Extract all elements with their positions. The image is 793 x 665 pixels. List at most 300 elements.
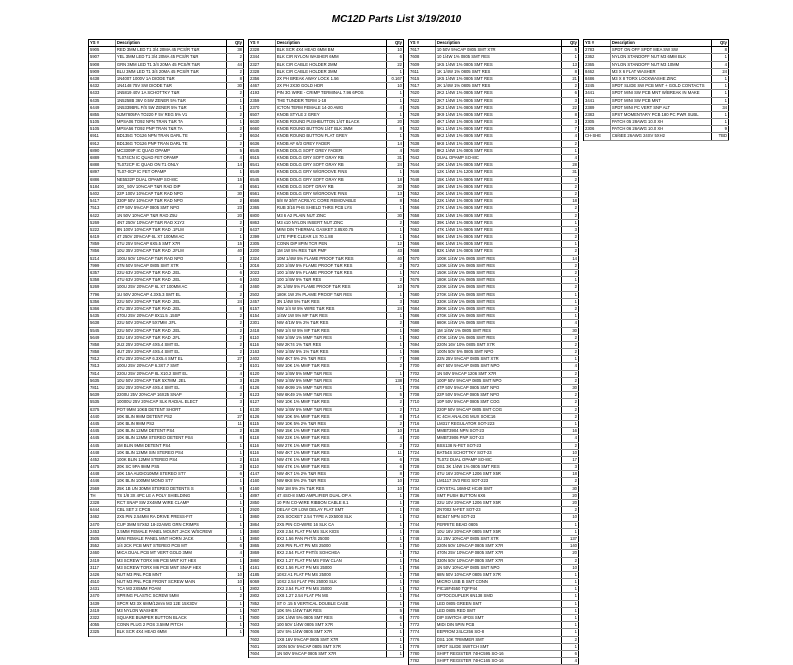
table-row	[89, 342, 244, 349]
part-description: TCA M3 2X5MM FOAM	[115, 586, 226, 592]
part-number: 7764	[410, 593, 420, 599]
part-description: 1/4 2CK PCB MNT STEREO PCB MT	[115, 543, 226, 549]
part-number: 6545	[250, 176, 260, 182]
part-number: 2431	[90, 586, 100, 592]
table-row	[89, 363, 244, 370]
part-number: 7625	[410, 104, 420, 110]
table-row	[249, 486, 404, 493]
part-number: 2328	[250, 68, 260, 74]
part-description: 1K 1/4W 1% 0805 SMT RES	[435, 69, 561, 75]
part-description: 47P 50V 5%CAP 0805 SMT NPO	[115, 205, 226, 211]
table-row	[89, 572, 244, 579]
part-description: LM1117 3V3 REG SOT-223	[435, 478, 561, 484]
table-row	[249, 213, 404, 220]
part-number: 4475	[90, 464, 100, 470]
table-row	[409, 213, 579, 220]
part-description: ST 0 .15 5 VERTICAL DOUBLE CASE	[275, 601, 386, 607]
part-number: 7776	[410, 636, 420, 642]
table-row	[89, 507, 244, 514]
part-description: NW 4K99 1% MMF T&R RES	[275, 385, 386, 391]
part-number: 7740	[410, 507, 420, 513]
part-number: 2328	[250, 47, 260, 53]
part-quantity: 2	[226, 457, 244, 463]
part-number: 4440	[90, 413, 100, 419]
table-row	[249, 601, 404, 608]
part-description: 1X8 1.27 2.54 FLAT PN MS	[275, 593, 386, 599]
part-number: 7814	[90, 370, 100, 376]
part-number: 6110	[250, 464, 260, 470]
part-number: 4161	[250, 564, 260, 570]
part-description: DELAY CR LOW DELAY FLAT SMT	[275, 507, 386, 513]
part-description: 2N7002 N-FET SOT-23	[435, 507, 561, 513]
part-quantity: 1	[561, 292, 579, 298]
table-row	[249, 593, 404, 600]
part-description: M3 x10 NYLON INSERT NUT ZINC	[275, 220, 386, 226]
part-quantity: 34	[711, 105, 729, 111]
part-description: 22U 50V 20%CAP T&R RAD .2EL	[115, 299, 226, 305]
table-row	[89, 177, 244, 184]
table-row	[89, 299, 244, 306]
part-description: NW 6K49 1% MMF T&R RES	[275, 392, 386, 398]
part-quantity: 0.167	[386, 76, 404, 82]
part-number: 4897	[250, 492, 260, 498]
table-row	[584, 90, 729, 97]
table-row	[249, 119, 404, 126]
part-number: 7772	[410, 622, 420, 628]
part-quantity: 1	[226, 629, 244, 635]
part-description: YEL 3MM LED T1 3/4 20MA 45 PCS/R T&R	[115, 54, 226, 60]
part-number: 2306	[585, 126, 595, 132]
part-description: 10K BLIN 9MM PS2	[115, 421, 226, 427]
part-quantity: 1	[386, 335, 404, 341]
table-row	[249, 320, 404, 327]
part-description: TL074CN IC QUAD FET OPAMP	[115, 155, 226, 161]
part-number: 7664	[410, 234, 420, 240]
part-number: 7694	[410, 341, 420, 347]
part-description: NW 10K 5% MMF T&R RES	[275, 414, 386, 420]
part-description: SPDT SLIDE SW PCB MNT + GOLD CONTACTS	[610, 83, 711, 89]
part-quantity: 12	[386, 241, 404, 247]
part-quantity: 1	[561, 522, 579, 528]
part-quantity: 3	[561, 464, 579, 470]
part-description: NW 6K8 5% 2% T&R RES	[275, 478, 386, 484]
part-quantity: 2	[561, 342, 579, 348]
part-description: 180K 1W 2% PLAME PROOF T&R RES	[275, 292, 386, 298]
part-quantity: 40	[386, 256, 404, 262]
part-description: 330N 50V 10%CAP 0805 SMT X7R	[435, 558, 561, 564]
table-row	[249, 54, 404, 61]
part-description: 47U 25V 5%CAP 6X5.5 SMT X7R	[115, 241, 226, 247]
part-quantity: 1	[561, 220, 579, 226]
part-description: M3 X 6 FLAT WASHER	[610, 69, 711, 75]
part-description: 10K 15A AUDIO10MM STEREO ST7	[115, 471, 226, 477]
part-number: 7813	[90, 363, 100, 369]
part-description: 22P 100V 10%CAP T&R RAD NPO	[115, 191, 226, 197]
table-row	[89, 54, 244, 61]
part-quantity: 1	[226, 450, 244, 456]
part-quantity: 30	[561, 328, 579, 334]
table-row	[249, 565, 404, 572]
part-description: BLK CIR CABLE HOLDER 3MM	[275, 69, 386, 75]
part-quantity: 2	[561, 507, 579, 513]
part-number: 2344	[250, 54, 260, 60]
part-description: 100P 50V 5%CAP 0805 SMT NPO	[435, 378, 561, 384]
table-row	[89, 90, 244, 97]
table-row	[249, 651, 404, 658]
part-description: 270K 1/4W 1% 0805 SMT RES	[435, 292, 561, 298]
part-description: 10U 25V 20%CAP 4X5.4 SMT EL	[115, 385, 226, 391]
part-description: 22U 10V 20%CAP 1206 SMT X5R	[435, 500, 561, 506]
part-number-header: YS #	[410, 40, 420, 45]
part-quantity: 2	[386, 277, 404, 283]
part-quantity: 2	[226, 256, 244, 262]
part-description: M3 SCREW TORX M6 PCB MNT KIT HEX	[115, 558, 226, 564]
part-description: 4U7 25V 20%CAP 4X5.4 SMT EL	[115, 349, 226, 355]
table-row	[409, 83, 579, 90]
table-row	[409, 421, 579, 428]
table-row	[249, 349, 404, 356]
table-row	[249, 98, 404, 105]
part-description: 10 PIN CO-WIRE RIBBON CABLE 8.1	[275, 500, 386, 506]
part-quantity: 1	[386, 313, 404, 319]
table-row	[249, 522, 404, 529]
part-quantity: 8	[561, 69, 579, 75]
table-row	[89, 471, 244, 478]
table-row	[89, 220, 244, 227]
part-number: 7608	[410, 54, 420, 60]
table-row	[409, 256, 579, 263]
part-number: 6138	[250, 428, 260, 434]
part-quantity: 2	[226, 220, 244, 226]
part-description: CONN PLUG 2 POS 3.5MM PITCH	[115, 622, 226, 628]
part-description: NUT M3 PNL PCB MNT	[115, 572, 226, 578]
part-number: 7736	[410, 492, 420, 498]
part-quantity: 2	[561, 392, 579, 398]
table-row	[89, 543, 244, 550]
part-quantity: 2	[226, 198, 244, 204]
part-number: 7620	[410, 90, 420, 96]
part-number: 7609	[410, 61, 420, 67]
part-number: 5366	[90, 305, 100, 311]
part-description: BSS138 N-FET SOT-23	[435, 443, 561, 449]
part-number: 7635	[410, 133, 420, 139]
part-description: KNOB AF 6/3 GREY FADER	[275, 141, 386, 147]
part-number: 7732	[410, 478, 420, 484]
table-row	[409, 363, 579, 370]
part-number: 7700	[410, 363, 420, 369]
table-row	[249, 392, 404, 399]
part-description: 47N 50V 5%CAP 0805 SMT X7R	[115, 263, 226, 269]
table-row	[409, 263, 579, 270]
part-quantity: 1	[386, 112, 404, 118]
part-description: NW 1/4W 5% 1% T&R RES	[275, 349, 386, 355]
table-header	[584, 40, 729, 47]
part-description: 100N 50V 5% 0805 SMT NPO	[435, 349, 561, 355]
part-description: 8X2 2.54 FLAT PHT/S SOHCHEA	[275, 550, 386, 556]
part-description: 1N5339BRL F/S 5W ZENER 5% T&R	[115, 105, 226, 111]
part-description: CBL SET 2 CPCB	[115, 507, 226, 513]
part-number: 7716	[410, 420, 420, 426]
part-number: 6888	[90, 162, 100, 168]
part-quantity: 30	[386, 184, 404, 190]
table-row	[249, 572, 404, 579]
part-number: 6116	[250, 449, 260, 455]
part-quantity: 5	[226, 148, 244, 154]
part-number: 2426	[90, 571, 100, 577]
part-description: CONN DIP 8PIN TCR PEN	[275, 241, 386, 247]
part-quantity: 2	[226, 428, 244, 434]
part-quantity: 4	[226, 550, 244, 556]
part-description: KNOB DOLG GRY SOFT GRAY RB	[275, 177, 386, 183]
part-description: MINI DIN THERMAL GASKET 3.85X0.75	[275, 227, 386, 233]
part-description: NW 1/4 W 5% MF T&R RES	[275, 328, 386, 334]
part-description: 2200U 25V 20%CAP 16X25 SNAP	[115, 392, 226, 398]
table-row	[89, 270, 244, 277]
part-number: 7652	[410, 190, 420, 196]
table-row	[249, 155, 404, 162]
part-quantity: 2	[386, 320, 404, 326]
part-number: 2419	[90, 557, 100, 563]
part-description: PIC18F4550 TQFP44	[435, 586, 561, 592]
part-description: 22U 63V 20%CAP T&R RAD .2EL	[115, 270, 226, 276]
part-number: 2016	[250, 262, 260, 268]
part-quantity: 8	[386, 414, 404, 420]
part-quantity: 1	[226, 558, 244, 564]
table-row	[249, 191, 404, 198]
part-quantity: 2	[226, 69, 244, 75]
part-description: EEPROM 24LC256 SO-8	[435, 629, 561, 635]
part-number: 2802	[250, 586, 260, 592]
part-quantity: 2	[561, 184, 579, 190]
table-row	[249, 493, 404, 500]
part-quantity: 2	[226, 392, 244, 398]
table-row	[89, 126, 244, 133]
part-description: KNOB ROUND BUTTON 1/4T BLK 3MM	[275, 126, 386, 132]
table-row	[409, 464, 579, 471]
part-quantity: 1	[226, 565, 244, 571]
part-description: 330P 50V 10%CAP T&R RAD NPO	[115, 198, 226, 204]
part-description: NW 1/4W 1% MMF T&R RES	[275, 335, 386, 341]
part-number: 7859	[90, 241, 100, 247]
part-quantity: 8	[386, 126, 404, 132]
table-row	[89, 608, 244, 615]
part-description: 150K 1/4W 1% 0805 SMT RES	[435, 270, 561, 276]
part-number: 7754	[410, 557, 420, 563]
part-number: 5417	[90, 198, 100, 204]
part-quantity: 1	[386, 349, 404, 355]
table-row	[89, 558, 244, 565]
part-number: 6435	[90, 97, 100, 103]
part-quantity: 11	[226, 421, 244, 427]
part-quantity: 2	[561, 234, 579, 240]
part-description: 10K BLIN 12MM STEREO DETENT PS4	[115, 435, 226, 441]
part-quantity: 6	[386, 457, 404, 463]
table-header	[409, 40, 579, 47]
part-quantity: 38	[226, 47, 244, 53]
part-description: 82K 1/4W 1% 0805 SMT RES	[435, 248, 561, 254]
part-quantity: 1	[386, 507, 404, 513]
part-description: 27K 1/4W 1% 0805 SMT RES	[435, 205, 561, 211]
part-quantity: 10	[386, 284, 404, 290]
table-row	[249, 227, 404, 234]
part-quantity: 1	[561, 241, 579, 247]
table-row	[409, 543, 579, 550]
table-row	[89, 378, 244, 385]
part-description: 8K2 1/4W 1% 0805 SMT RES	[435, 148, 561, 154]
part-number: 2359	[250, 97, 260, 103]
part-number: 7604	[250, 650, 260, 656]
part-number: 5639	[90, 392, 100, 398]
table-row	[89, 443, 244, 450]
part-quantity: 6	[386, 615, 404, 621]
table-row	[89, 306, 244, 313]
part-number: 5402	[90, 190, 100, 196]
part-quantity: 30	[386, 213, 404, 219]
part-description: 2K 1/4W 5% FLAME PROOF T&R RES	[275, 284, 386, 290]
part-quantity: 2	[386, 407, 404, 413]
description-header: Description	[275, 40, 386, 46]
part-quantity: 4	[386, 435, 404, 441]
table-row	[409, 622, 579, 629]
table-row	[249, 435, 404, 442]
part-number: 7702	[410, 370, 420, 376]
part-number-header: YS #	[585, 40, 595, 45]
table-row	[409, 414, 579, 421]
part-description: MPSA56 TO92 PNP TRAN T&R TA	[115, 126, 226, 132]
table-row	[249, 543, 404, 550]
part-description: 100U 25V 20%CAP 6L X7 100MM AC	[115, 284, 226, 290]
description-header: Description	[435, 40, 561, 46]
table-row	[89, 69, 244, 76]
part-description: NW 4K7 1% MMF T&R RES	[275, 450, 386, 456]
part-quantity: 22	[561, 105, 579, 111]
part-number: 7658	[410, 212, 420, 218]
table-row	[249, 644, 404, 651]
part-quantity: 1	[226, 443, 244, 449]
part-quantity: 8	[711, 47, 729, 53]
part-description: 8X2 1.27 FLAT PN MS FSW CLAN	[275, 558, 386, 564]
table-row	[89, 457, 244, 464]
part-number: 4147	[250, 471, 260, 477]
part-number: 5356	[90, 298, 100, 304]
part-quantity: 1	[386, 543, 404, 549]
part-number: 5907	[90, 54, 100, 60]
part-quantity: 2	[226, 54, 244, 60]
part-number: 7766	[410, 600, 420, 606]
part-description: 1M 1W 5% RES T&R PMF	[275, 248, 386, 254]
part-description: C6/6EE 26AWG 24SV 5XH2	[610, 133, 711, 139]
part-number: 6800	[250, 212, 260, 218]
part-number: 6432	[90, 83, 100, 89]
part-number: 7744	[410, 521, 420, 527]
part-description: KNOB DOLG GRY W/GROOVE FINS	[275, 191, 386, 197]
table-row	[409, 335, 579, 342]
part-number: 7672	[410, 262, 420, 268]
part-quantity: 8	[561, 112, 579, 118]
part-description: DUAL OPAMP SO-8IC	[435, 155, 561, 161]
table-row	[89, 162, 244, 169]
table-row	[249, 198, 404, 205]
part-number: 2569	[90, 485, 100, 491]
table-row	[409, 579, 579, 586]
table-row	[89, 277, 244, 284]
part-description: 100 50V 1/4W 0805 SMT X7R	[275, 622, 386, 628]
part-description: 47 4SO-8 SMD AMPLIFIER DUAL OP A	[275, 493, 386, 499]
part-quantity: 1	[386, 328, 404, 334]
part-quantity: 21	[561, 76, 579, 82]
part-quantity: 10	[386, 486, 404, 492]
part-number: 2023	[250, 270, 260, 275]
part-description: 100K 1/4W 1% 0805 SMT RES	[435, 256, 561, 262]
part-number: 7666	[410, 241, 420, 247]
part-number: 2460	[250, 284, 260, 290]
table-row	[89, 320, 244, 327]
part-quantity: 1	[561, 593, 579, 599]
part-number: 3860	[250, 535, 260, 541]
part-description: 22U 50V 20%CAP T&R RAD .2EL	[115, 328, 226, 334]
part-number: 7724	[410, 449, 420, 455]
part-quantity: 1	[226, 263, 244, 269]
part-number: 7513	[90, 205, 100, 211]
parts-column-2	[248, 39, 404, 658]
part-description: 10U 35V 20%CAP T&R RAD .2FLM	[115, 248, 226, 254]
part-description: 10K 1/4W 5% 0805 SMT RES	[275, 615, 386, 621]
part-number: 7778	[410, 643, 420, 649]
part-description: 3X2 2.54 FLAT PN MS 25000	[275, 586, 386, 592]
part-number: 5905	[90, 47, 100, 53]
part-quantity: 2	[386, 263, 404, 269]
part-quantity: 1	[711, 76, 729, 82]
part-quantity: 10	[561, 514, 579, 520]
part-quantity: 1	[386, 342, 404, 348]
table-row	[249, 457, 404, 464]
part-quantity: 1	[711, 90, 729, 96]
part-number: 2419	[90, 607, 100, 613]
part-quantity: 2	[561, 478, 579, 484]
table-row	[409, 220, 579, 227]
part-quantity: 2	[226, 328, 244, 334]
part-description: SHIFT REGISTER 74HC595 SO-16	[435, 651, 561, 657]
part-quantity: 1	[386, 98, 404, 104]
part-number: 6634	[250, 133, 260, 139]
table-row	[249, 586, 404, 593]
part-description: 2X PH BREAK AWAY LOCK 1.56	[275, 76, 386, 82]
part-description: TL07-0CP IC FET OPAMP	[115, 169, 226, 175]
part-description: 68K 1/4W 1% 0805 SMT RES	[435, 241, 561, 247]
part-number: 7680	[410, 291, 420, 297]
part-description: RED 3MM LED T1 3/4 20MA 45 PCS/R T&R	[115, 47, 226, 53]
part-description: 10V 5% 1/4W 0805 SMT X7R	[275, 629, 386, 635]
part-quantity: 1	[711, 119, 729, 125]
part-quantity: 1	[386, 586, 404, 592]
part-quantity: 1	[226, 507, 244, 513]
part-quantity: 1	[561, 529, 579, 535]
part-description: PIN 3G WIRE - CRIMP TERMINAL 7.96 6POS	[275, 90, 386, 96]
part-number: 7708	[410, 392, 420, 398]
part-number: 7756	[410, 564, 420, 570]
part-number: 4510	[90, 579, 100, 585]
part-description: 2U2 25V 20%CAP 4X5.4 SMT EL	[115, 342, 226, 348]
part-number: 5908	[90, 61, 100, 67]
part-number: 4452	[90, 456, 100, 462]
table-row	[249, 148, 404, 155]
part-description: 2K2 1/4W 1% 0805 SMT RES	[435, 90, 561, 96]
part-number: 7662	[410, 226, 420, 232]
part-number: 2453	[90, 528, 100, 534]
part-quantity: 10	[386, 47, 404, 53]
part-quantity: 3	[226, 399, 244, 405]
part-description: 1X8 16V 5%CAP 0805 SMT X7R	[275, 637, 386, 643]
